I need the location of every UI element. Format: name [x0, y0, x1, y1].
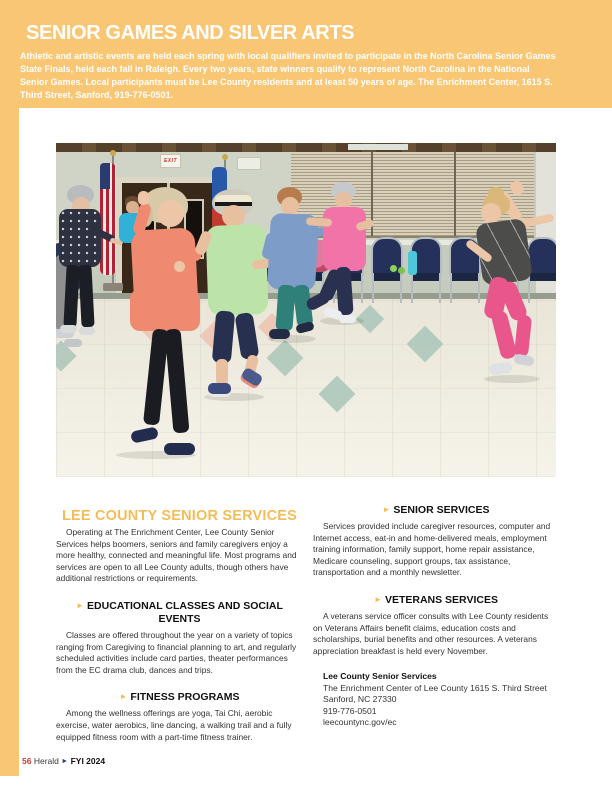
page-number: 56 — [22, 756, 32, 766]
arrow-bullet-icon: ► — [119, 692, 128, 702]
section-title: EDUCATIONAL CLASSES AND SOCIAL EVENTS — [87, 599, 283, 625]
ceiling-beam — [56, 143, 556, 152]
edition-label: FYI 2024 — [70, 756, 106, 766]
section-title: VETERANS SERVICES — [384, 593, 498, 606]
contact-city: Sanford, NC 27330 — [323, 694, 397, 705]
left-column — [56, 508, 303, 743]
section-title: FITNESS PROGRAMS — [130, 691, 240, 704]
contact-address: The Enrichment Center of Lee County 1615 S. Third Street — [323, 682, 547, 693]
section-heading-educational — [56, 599, 303, 626]
publication-name: Herald — [33, 756, 59, 766]
section-body: Classes are offered throughout the year on a variety of topics ranging from Caregiving to financial planning to art, and regularly scheduled activities include card parties, theater performances from the EC drama club, dances and trips. — [56, 629, 297, 675]
arrow-bullet-icon: ► — [382, 505, 391, 514]
section-title: SENIOR SERVICES — [393, 504, 490, 516]
right-column — [313, 503, 559, 729]
wall-box — [237, 157, 261, 170]
footer-arrow-icon: ► — [61, 758, 69, 765]
contact-phone: 919-776-0501 — [323, 705, 377, 716]
activity-photo — [56, 143, 556, 477]
section-heading-fitness — [56, 690, 303, 704]
intro-paragraph: Athletic and artistic events are held each spring with local qualifiers invited to participate in the North Carolina Senior Games State Finals, held each fall in Raleigh. Every two years, state winners qualify to represent North Carolina in the National Senior Games. Local participants must be Lee County residents and at least 50 years of age. The Enrichment Center, 1615 S. Third Street, Sanford, 919-776-0501. — [20, 51, 556, 100]
left-accent-strip — [0, 0, 19, 776]
section-heading-veterans — [313, 593, 559, 607]
section-body: Among the wellness offerings are yoga, Tai Chi, aerobic exercise, water aerobics, line dancing, a walking trail and a fully equipped fitness room with a part-time fitness trainer. — [56, 708, 292, 742]
arrow-bullet-icon: ► — [76, 600, 85, 610]
page-title: SENIOR GAMES AND SILVER ARTS — [26, 22, 355, 44]
water-bottle — [408, 251, 417, 275]
contact-website: leecountync.gov/ec — [323, 717, 397, 728]
section-body: Services provided include caregiver resources, computer and Internet access, eat-in and home-delivered meals, employment training information, family support, home repair assistance, Medicare counseling, support groups, tax assistance, transportation and a monthly newsletter. — [313, 521, 551, 578]
contact-block — [323, 671, 559, 729]
section-body: A veterans service officer consults with Lee County residents on Veterans Affairs benefit claims, education costs and scholarships, burial benefits and other resources. A veterans appreciation breakfast is held every November. — [313, 610, 549, 656]
exit-sign: EXIT — [160, 154, 181, 168]
contact-name: Lee County Senior Services — [323, 671, 437, 682]
section-heading-senior-services — [313, 503, 559, 517]
column-heading: LEE COUNTY SENIOR SERVICES — [61, 508, 298, 524]
arrow-bullet-icon: ► — [374, 594, 382, 604]
column-intro: Operating at The Enrichment Center, Lee County Senior Services helps boomers, seniors and family caregivers enjoy a more healthy, connected and meaningful life. Most programs and services are open to all Lee County adults, though others have additional restrictions or requirements. — [56, 527, 297, 584]
page-footer — [22, 756, 105, 766]
header-banner — [0, 0, 612, 108]
light-fixture — [348, 144, 408, 150]
